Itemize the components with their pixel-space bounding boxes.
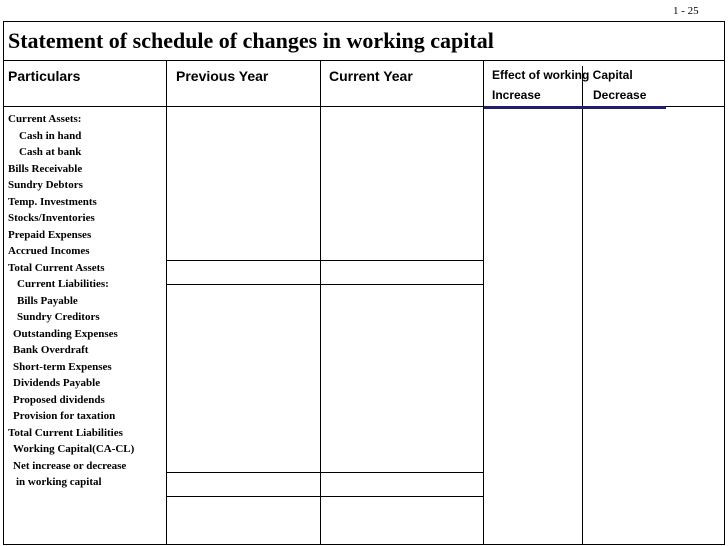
list-item: Cash in hand — [19, 130, 82, 142]
list-item: Short-term Expenses — [13, 361, 112, 373]
header-particulars: Particulars — [8, 68, 81, 84]
list-item: Dividends Payable — [13, 377, 101, 389]
list-item: Bills Receivable — [8, 163, 83, 175]
list-item: Net increase or decrease — [13, 460, 127, 472]
header-previous-year: Previous Year — [176, 68, 269, 84]
list-item: Total Current Liabilities — [8, 427, 123, 439]
header-current-year: Current Year — [329, 68, 413, 84]
list-item: Total Current Assets — [8, 262, 105, 274]
list-item: Proposed dividends — [13, 394, 105, 406]
list-item: Bills Payable — [17, 295, 78, 307]
list-item: in working capital — [16, 476, 102, 488]
list-item: Provision for taxation — [13, 410, 116, 422]
page-title: Statement of schedule of changes in working capital — [8, 28, 494, 53]
header-decrease: Decrease — [593, 88, 647, 102]
header-accent-bar — [484, 106, 666, 109]
list-item: Sundry Debtors — [8, 179, 83, 191]
list-item: Sundry Creditors — [17, 311, 100, 323]
list-item: Prepaid Expenses — [8, 229, 92, 241]
list-item: Bank Overdraft — [13, 344, 89, 356]
header-effect: Effect of working Capital — [492, 68, 633, 82]
list-item: Current Assets: — [8, 113, 82, 125]
list-item: Accrued Incomes — [8, 245, 90, 257]
list-item: Outstanding Expenses — [13, 328, 118, 340]
list-item: Cash at bank — [19, 146, 82, 158]
list-item: Current Liabilities: — [17, 278, 109, 290]
list-item: Temp. Investments — [8, 196, 97, 208]
list-item: Stocks/Inventories — [8, 212, 95, 224]
list-item: Working Capital(CA-CL) — [13, 443, 135, 455]
page-number: 1 - 25 — [673, 5, 699, 17]
header-increase: Increase — [492, 88, 541, 102]
